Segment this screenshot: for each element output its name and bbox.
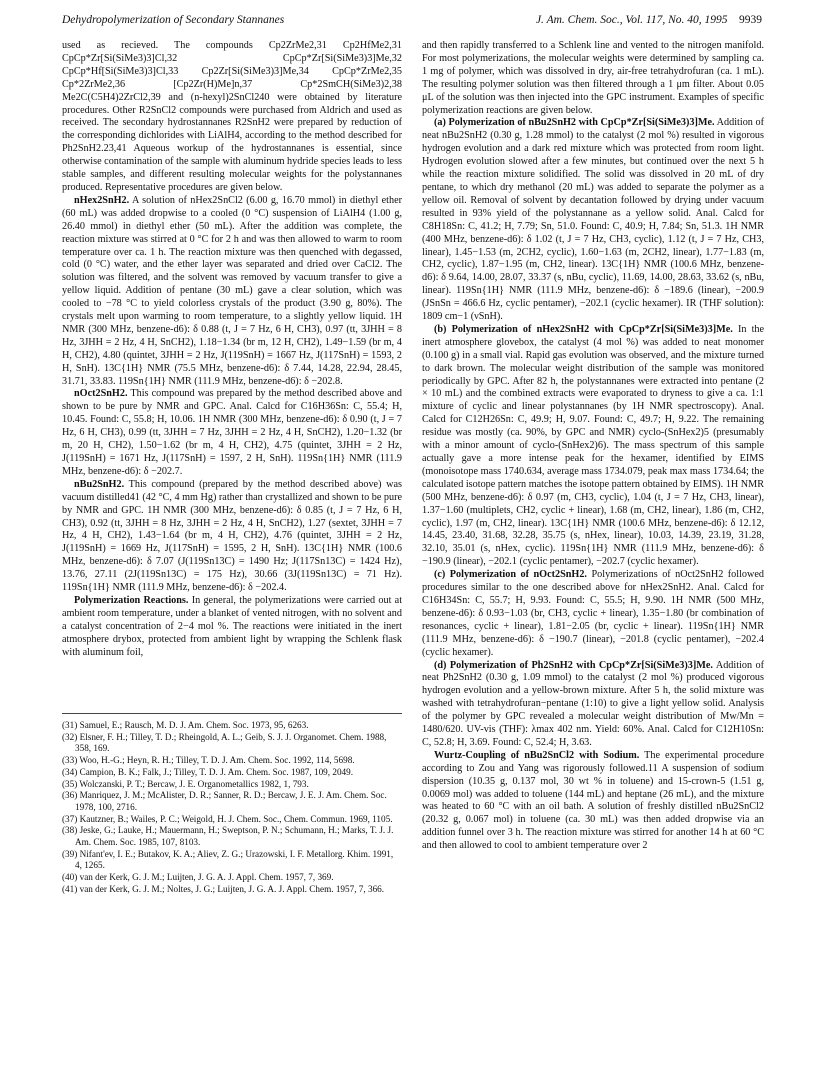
oct-heading: nOct2SnH2. [74, 388, 128, 400]
reference-item: (34) Campion, B. K.; Falk, J.; Tilley, T. D. J. Am. Chem. Soc. 1987, 109, 2049. [62, 766, 354, 777]
reference-item: (41) van der Kerk, G. J. M.; Noltes, J. G.; Luijten, J. G. A. J. Appl. Chem. 1957, 7, 366. [62, 883, 385, 894]
hex-procedure [62, 195, 402, 389]
procedure-d-body: Addition of neat Ph2SnH2 (0.30 g, 1.09 mmol) to the catalyst (2 mol %) produced vigorous hydrogen evolution and a yellow-brown mixture. After 5 h, the solid mixture was washed with tetrahydrofuran−pentane (1:10) to give a light yellow solid. Analysis of the polymer by GPC revealed a molecular weight distribution of Mw/Mn = 1480/620. UV-vis (THF): λmax 402 nm. Yield: 60%. Anal. Calcd for C12H10Sn: C, 52.8; H, 3.69. Found: C, 52.4; H, 3.63. [422, 659, 764, 748]
procedure-c [422, 569, 764, 659]
reference-item: (37) Kautzner, B.; Wailes, P. C.; Weigold, H. J. Chem. Soc., Chem. Commun. 1969, 1105. [62, 813, 393, 824]
procedure-c-heading: (c) Polymerization of nOct2SnH2. [434, 569, 587, 581]
reference-item: (40) van der Kerk, G. J. M.; Luijten, J. G. A. J. Appl. Chem. 1957, 7, 369. [62, 872, 334, 883]
oct-body: This compound was prepared by the method described above and shown to be pure by NMR and GPC. Anal. Calcd for C16H36Sn: C, 55.4; H, 10.45. Found: C, 55.8; H, 10.06. 1H NMR (300 MHz, benzene-d6): δ 0.90 (t, J = 7 Hz, 6 H, CH3), 0.99 (tt, 3JHH = 7 Hz, 3JHH = 2 Hz, 4 H, SnCH2), 1.20−1.32 (br m, 20 H, CH2), 1.50−1.62 (br m, 4 H, CH2), 4.75 (quintet, 3JHH = 2 Hz, J(119SnH) = 1671 Hz, J(117SnH) = 1597, 2 H, SnH). 119Sn{1H} NMR (111.9 MHz, benzene-d6): δ −202.7. [62, 388, 402, 477]
oct-procedure [62, 388, 402, 478]
polymerization-heading: Polymerization Reactions. [74, 594, 189, 606]
journal-name: J. Am. Chem. Soc., Vol. 117, No. 40, 1995 [535, 14, 728, 26]
procedure-d [422, 660, 764, 750]
gpc-paragraph: and then rapidly transferred to a Schlenk line and vented to the nitrogen manifold. For most polymerizations, the molecular weights were determined by sampling ca. 1 mg of polymer, which was dissolved in dry, air-free tetrahydrofuran (ca. 1 mL). The resulting polymer solution was then filtered through a 1 μm filter. About 0.05 μL of the solution was then injected into the GPC instrument. Examples of specific polymerization reactions are given below. [422, 40, 764, 116]
reference-item: (32) Elsner, F. H.; Tilley, T. D.; Rheingold, A. L.; Geib, S. J. J. Organomet. Chem. 1988, 358, 169. [62, 731, 387, 754]
procedure-c-body: Polymerizations of nOct2SnH2 followed procedures similar to the one described above for nHex2SnH2. Anal. Calcd for C16H34Sn: C, 55.7; H, 9.93. Found: C, 55.5; H, 9.90. 1H NMR (500 MHz, benzene-d6): δ 0.93−1.03 (br, CH3, cyclic + linear), 1.35−1.80 (br combination of resonances, cyclic + linear), 1.81−2.05 (br, cyclic + linear). 119Sn{1H} NMR (111.9 MHz, benzene-d6): δ −190.7 (linear), −201.8 (cyclic pentamer), −202.4 (cyclic hexamer). [422, 569, 764, 658]
bu-procedure [62, 479, 402, 595]
reference-item: (35) Wolczanski, P. T.; Bercaw, J. E. Organometallics 1982, 1, 793. [62, 778, 309, 789]
hex-body: A solution of nHex2SnCl2 (6.00 g, 16.70 mmol) in diethyl ether (60 mL) was added dropwise to a cooled (0 °C) suspension of LiAlH4 (1.00 g, 26.40 mmol) in diethyl ether (50 mL). After the addition was complete, the reaction mixture was stirred at 0 °C for 2 h and was then allowed to warm to room temperature over ca. 1 h. The reaction mixture was then quenched with degassed, cold (0 °C) water, and the ether layer was separated and dried over CaCl2. The solution was filtered, and the solvent was removed by vacuum transfer to give a yellow liquid. Addition of pentane (30 mL) gave a clear solution, which was cooled to −78 °C to yield colorless crystals of the product (3.90 g, 80%). The crystals melt upon warming to room temperature, to a slightly yellow liquid. 1H NMR (300 MHz, benzene-d6): δ 0.88 (t, J = 7 Hz, 6 H, CH3), 0.97 (tt, 3JHH = 8 Hz, 3JHH = 2 Hz, 4 H, SnCH2), 1.18−1.34 (br m, 12 H, CH2), 1.49−1.59 (br m, 4 H, CH2), 4.80 (quintet, 3JHH = 2 Hz, J(119SnH) = 1667 Hz, J(117SnH) = 1593, 2 H, SnH). 13C{1H} NMR (75.5 MHz, benzene-d6): δ 7.44, 14.28, 22.94, 28.45, 31.71, 33.83. 119Sn{1H} NMR (111.9 MHz, benzene-d6): δ −202.8. [62, 194, 402, 387]
page-number: 9939 [739, 14, 762, 26]
procedure-a-body: Addition of neat nBu2SnH2 (0.30 g, 1.28 mmol) to the catalyst (2 mol %) resulted in vigorous hydrogen evolution and a dark red mixture which was protected from room light. Hydrogen evolution slowed after a few minutes, but continued over the next 5 h while the reaction mixture solidified. The solid was dissolved in 20 mL of dry pentane, to which dry methanol (20 mL) was added to separate the polymer as a yellow oil. Removal of solvent by decantation followed by drying under vacuum resulted in 93% yield of the polystannane as a yellow solid. Anal. Calcd for C8H18Sn: C, 41.2; H, 7.79; Sn, 51.0. Found: C, 40.9; H, 7.84; Sn, 51.3. 1H NMR (400 MHz, benzene-d6): δ 1.02 (t, J = 7 Hz, CH3, cyclic), 1.12 (t, J = 7 Hz, CH3, linear), 1.45−1.53 (m, 2CH2, cyclic), 1.60−1.63 (m, 2CH2, linear), 1.77−1.83 (m, CH2, cyclic), 1.87−1.95 (m, CH2, linear). 13C{1H} NMR (100.6 MHz, benzene-d6): δ 9.64, 14.00, 28.07, 33.37 (s, nBu, cyclic), 11.69, 14.00, 28.63, 33.62 (s, nBu, linear). 119Sn{1H} NMR (111.9 MHz, benzene-d6): δ −189.6 (linear), −200.9 (JSnSn = 466.6 Hz, cyclic pentamer), −202.1 (cyclic hexamer). IR (THF solution): 1809 cm−1 (νSnH). [422, 117, 764, 323]
procedure-b-body: In the inert atmosphere glovebox, the catalyst (4 mol %) was added to neat monomer (0.100 g) in a small vial. Rapid gas evolution was observed, and the mixture turned to dark brown. The molecular weight distribution of the sample was monitored periodically by GPC. After 82 h, the polystannanes were extracted into pentane (2 × 10 mL) and the combined extracts were evaporated to dryness to give a ca. 1:1 mixture of cyclic and linear polystannanes (by 1H NMR spectroscopy). Anal. Calcd for C12H26Sn: C, 49.9; H, 9.07. Found: C, 49.7; H, 9.22. The remaining residue was mostly (ca. 90%, by GPC and NMR) cyclo-(SnHex2)5 (presumably with a minor amount of cyclo-(SnHex2)6). The mass spectrum of this sample actually gave a more intense peak for the hexamer, identified by EIMS (monoisotope mass 1740.634, average mass 1734.079, peak max mass 1734.64; the calculated isotope pattern matches the isotope pattern obtained by EIMS). 1H NMR (500 MHz, benzene-d6): δ 0.97 (m, CH3, cyclic), 1.04 (t, J = 7 Hz, CH3, linear), 1.37−1.60 (multiplets, CH2, cyclic + linear), 1.68 (m, CH2, linear), 1.86 (m, CH2, cyclic), 1.97 (m, CH2, linear). 13C{1H} NMR (100.6 MHz, benzene-d6): δ 12.12, 14.45, 23.40, 31.68, 32.28, 35.75 (s, nHex, linear), 10.03, 14.39, 23.19, 31.28, 32.10, 35.01 (s, nHex, cyclic). 119Sn{1H} NMR (111.9 MHz, benzene-d6): δ −190.9 (linear), −202.1 (cyclic pentamer), −202.7 (cyclic hexamer). [422, 323, 765, 568]
reference-item: (31) Samuel, E.; Rausch, M. D. J. Am. Chem. Soc. 1973, 95, 6263. [62, 720, 309, 730]
journal-citation [536, 14, 762, 26]
left-column [62, 40, 402, 660]
procedure-d-heading: (d) Polymerization of Ph2SnH2 with CpCp*Zr[Si(SiMe3)3]Me. [434, 659, 713, 671]
wurtz-procedure [422, 750, 764, 853]
procedure-a-heading: (a) Polymerization of nBu2SnH2 with CpCp*Zr[Si(SiMe3)3]Me. [434, 117, 715, 129]
wurtz-body: The experimental procedure according to Zou and Yang was rigorously followed.11 A suspension of sodium dispersion (10.35 g, 0.137 mol, 30 wt % in toluene) and 15-crown-5 (1.51 g, 0.0069 mol) was added to toluene (144 mL) and heptane (26 mL), and the mixture was heated to 60 °C with an oil bath. A solution of freshly distilled nBu2SnCl2 (20.32 g, 0.067 mol) in toluene (ca. 30 mL) was then added dropwise via an addition funnel over 3 h. The reaction mixture was stirred for another 14 h at 60 °C and then allowed to cool to ambient temperature over 2 [422, 749, 764, 852]
running-title: Dehydropolymerization of Secondary Stannanes [62, 14, 285, 26]
bu-heading: nBu2SnH2. [74, 478, 125, 490]
intro-paragraph: used as recieved. The compounds Cp2ZrMe2,31 Cp2HfMe2,31 CpCp*Zr[Si(SiMe3)3]Cl,32 CpCp*Zr[Si(SiMe3)3]Me,32 CpCp*Hf[Si(SiMe3)3]Cl,33 Cp2Zr[Si(SiMe3)3]Me,34 CpCp*ZrMe2,35 Cp*2ZrMe2,36 [Cp2Zr(H)Me]n,37 Cp*2SmCH(SiMe3)2,38 Me2C(C5H4)2ZrCl2,39 and (n-hexyl)2SnCl240 were obtained by literature procedures. Other R2SnCl2 compounds were purchased from Aldrich and used as received. The secondary hydrostannanes R2SnH2 were prepared by reduction of the corresponding dichlorides with LiAlH4, according to the method described for Ph2SnH2.23,41 Aqueous workup of the hydrostannanes is essential, since otherwise contamination of the sample with aluminum hydride species leads to less stable samples, and different resulting molecular weights for the polystannanes produced. Representative procedures are given below. [62, 40, 402, 193]
procedure-a [422, 117, 764, 324]
polymerization-body: In general, the polymerizations were carried out at ambient room temperature, under a blanket of vented nitrogen, with no solvent and a catalyst concentration of 2−4 mol %. The reactions were initiated in the inert atmosphere drybox, protected from ambient light by wrapping the Schlenk flask with aluminum foil, [62, 594, 403, 658]
procedure-b [422, 324, 764, 569]
bu-body: This compound (prepared by the method described above) was vacuum distilled41 (42 °C, 4 mm Hg) rather than crystallized and shown to be pure by NMR and GPC. 1H NMR (300 MHz, benzene-d6): δ 0.85 (t, J = 7 Hz, 6 H, CH3), 0.92 (tt, 3JHH = 8 Hz, 3JHH = 2 Hz, 4 H, SnCH2), 1.27 (sextet, 3JHH = 7 Hz, 4 H, CH2), 1.43−1.64 (br m, 4 H, CH2), 4.76 (quintet, 3JHH = 2 Hz, J(119SnH) = 1669 Hz, J(117SnH) = 1595, 2 H, SnH). 13C{1H} NMR (100.6 MHz, benzene-d6): δ 7.07 (J(119Sn13C) = 1490 Hz; J(117Sn13C) = 1424 Hz), 13.76, 27.11 (2J(119Sn13C) = 175 Hz), 30.66 (3J(119Sn13C) = 71 Hz). 119Sn{1H} NMR (111.9 MHz, benzene-d6): δ −202.4. [62, 478, 402, 594]
right-column [422, 40, 764, 853]
reference-item: (36) Manriquez, J. M.; McAlister, D. R.; Sanner, R. D.; Bercaw, J. E. J. Am. Chem. Soc. 1978, 100, 2716. [62, 790, 387, 812]
reference-item: (33) Woo, H.-G.; Heyn, R. H.; Tilley, T. D. J. Am. Chem. Soc. 1992, 114, 5698. [62, 755, 355, 766]
references-footnotes [62, 713, 402, 896]
hex-heading: nHex2SnH2. [74, 194, 130, 206]
running-header [62, 14, 762, 32]
polymerization-intro [62, 595, 402, 660]
wurtz-heading: Wurtz-Coupling of nBu2SnCl2 with Sodium. [434, 749, 640, 761]
procedure-b-heading: (b) Polymerization of nHex2SnH2 with CpCp*Zr[Si(SiMe3)3]Me. [434, 323, 733, 335]
reference-item: (38) Jeske, G.; Lauke, H.; Mauermann, H.; Sweptson, P. N.; Schumann, H.; Marks, T. J. J. Am. Chem. Soc. 1985, 107, 8103. [62, 825, 394, 848]
reference-item: (39) Nifant'ev, I. E.; Butakov, K. A.; Aliev, Z. G.; Urazowski, I. F. Metallorg. Khim. 1991, 4, 1265. [62, 848, 394, 871]
